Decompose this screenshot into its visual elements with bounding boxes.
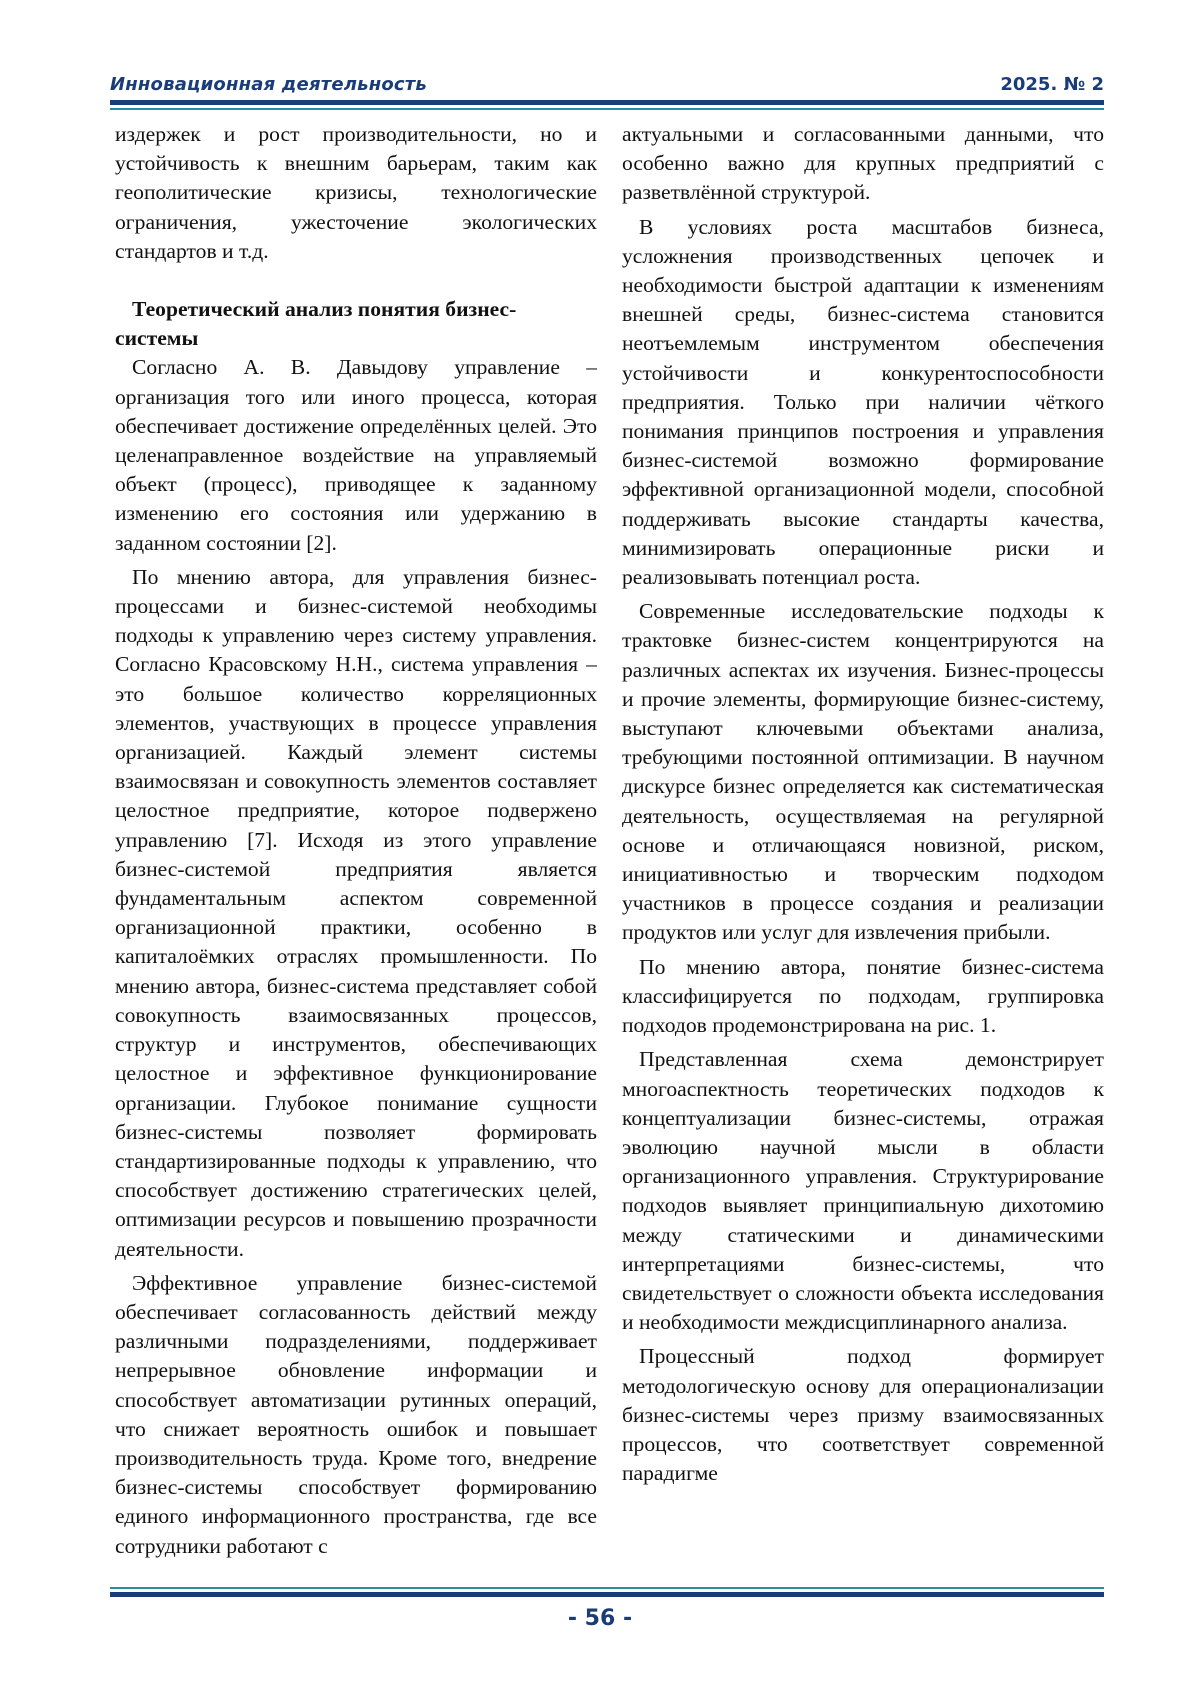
- paragraph: Представленная схема демонстрирует многоаспектность теоретических подходов к концептуализации бизнес-системы, отражая эволюцию научной мысли в области организационного управления. Структурирование подходов выявляет принципиальную дихотомию между статическими и динамическими интерпретациями бизнес-системы, что свидетельствует о сложности объекта исследования и необходимости междисциплинарного анализа.: [622, 1045, 1104, 1337]
- footer-rule-thin: [110, 1587, 1104, 1589]
- paragraph: издержек и рост производительности, но и устойчивость к внешним барьерам, таким как геополитические кризисы, технологические ограничения, ужесточение экологических стандартов и т.д.: [115, 120, 597, 266]
- right-column: [622, 120, 1104, 1578]
- paragraph: Согласно А. В. Давыдову управление – организация того или иного процесса, которая обеспечивает достижение определённых целей. Это целенаправленное воздействие на управляемый объект (процесс), приводящее к заданному изменению его состояния или удержанию в заданном состоянии [2].: [115, 353, 597, 557]
- paragraph: Современные исследовательские подходы к трактовке бизнес-систем концентрируются на различных аспектах их изучения. Бизнес-процессы и прочие элементы, формирующие бизнес-систему, выступают ключевыми объектами анализа, требующими постоянной оптимизации. В научном дискурсе бизнес определяется как систематическая деятельность, осуществляемая на регулярной основе и отличающаяся новизной, риском, инициативностью и творческим подходом участников в процессе создания и реализации продуктов или услуг для извлечения прибыли.: [622, 597, 1104, 947]
- footer-rule-thick: [110, 1592, 1104, 1597]
- paragraph: актуальными и согласованными данными, что особенно важно для крупных предприятий с разветвлённой структурой.: [622, 120, 1104, 208]
- section-heading: Теоретический анализ понятия бизнес-системы: [115, 295, 597, 353]
- paragraph: Эффективное управление бизнес-системой обеспечивает согласованность действий между различными подразделениями, поддерживает непрерывное обновление информации и способствует автоматизации рутинных операций, что снижает вероятность ошибок и повышает производительность труда. Кроме того, внедрение бизнес-системы способствует формированию единого информационного пространства, где все сотрудники работают с: [115, 1269, 597, 1561]
- left-column: [115, 120, 597, 1578]
- paragraph: По мнению автора, понятие бизнес-система классифицируется по подходам, группировка подходов продемонстрирована на рис. 1.: [622, 953, 1104, 1041]
- paragraph: По мнению автора, для управления бизнес-процессами и бизнес-системой необходимы подходы к управлению через систему управления. Согласно Красовскому Н.Н., система управления – это большое количество корреляционных элементов, участвующих в процессе управления организацией. Каждый элемент системы взаимосвязан и совокупность элементов составляет целостное предприятие, которое подвержено управлению [7]. Исходя из этого управление бизнес-системой предприятия является фундаментальным аспектом современной организационной практики, особенно в капиталоёмких отраслях промышленности. По мнению автора, бизнес-система представляет собой совокупность взаимосвязанных процессов, структур и инструментов, обеспечивающих целостное и эффективное функционирование организации. Глубокое понимание сущности бизнес-системы позволяет формировать стандартизированные подходы к управлению, что способствует достижению стратегических целей, оптимизации ресурсов и повышению прозрачности деятельности.: [115, 563, 597, 1264]
- journal-title: Инновационная деятельность: [110, 74, 427, 95]
- running-header: [110, 70, 1104, 96]
- header-rule-thin: [110, 108, 1104, 110]
- page-number: - 56 -: [0, 1606, 1200, 1631]
- paragraph: В условиях роста масштабов бизнеса, усложнения производственных цепочек и необходимости быстрой адаптации к изменениям внешней среды, бизнес-система становится неотъемлемым инструментом обеспечения устойчивости и конкурентоспособности предприятия. Только при наличии чёткого понимания принципов построения и управления бизнес-системой возможно формирование эффективной организационной модели, способной поддерживать высокие стандарты качества, минимизировать операционные риски и реализовывать потенциал роста.: [622, 213, 1104, 593]
- paragraph: Процессный подход формирует методологическую основу для операционализации бизнес-системы через призму взаимосвязанных процессов, что соответствует современной парадигме: [622, 1342, 1104, 1488]
- header-rule-thick: [110, 100, 1104, 105]
- issue-number: 2025. № 2: [1000, 74, 1104, 95]
